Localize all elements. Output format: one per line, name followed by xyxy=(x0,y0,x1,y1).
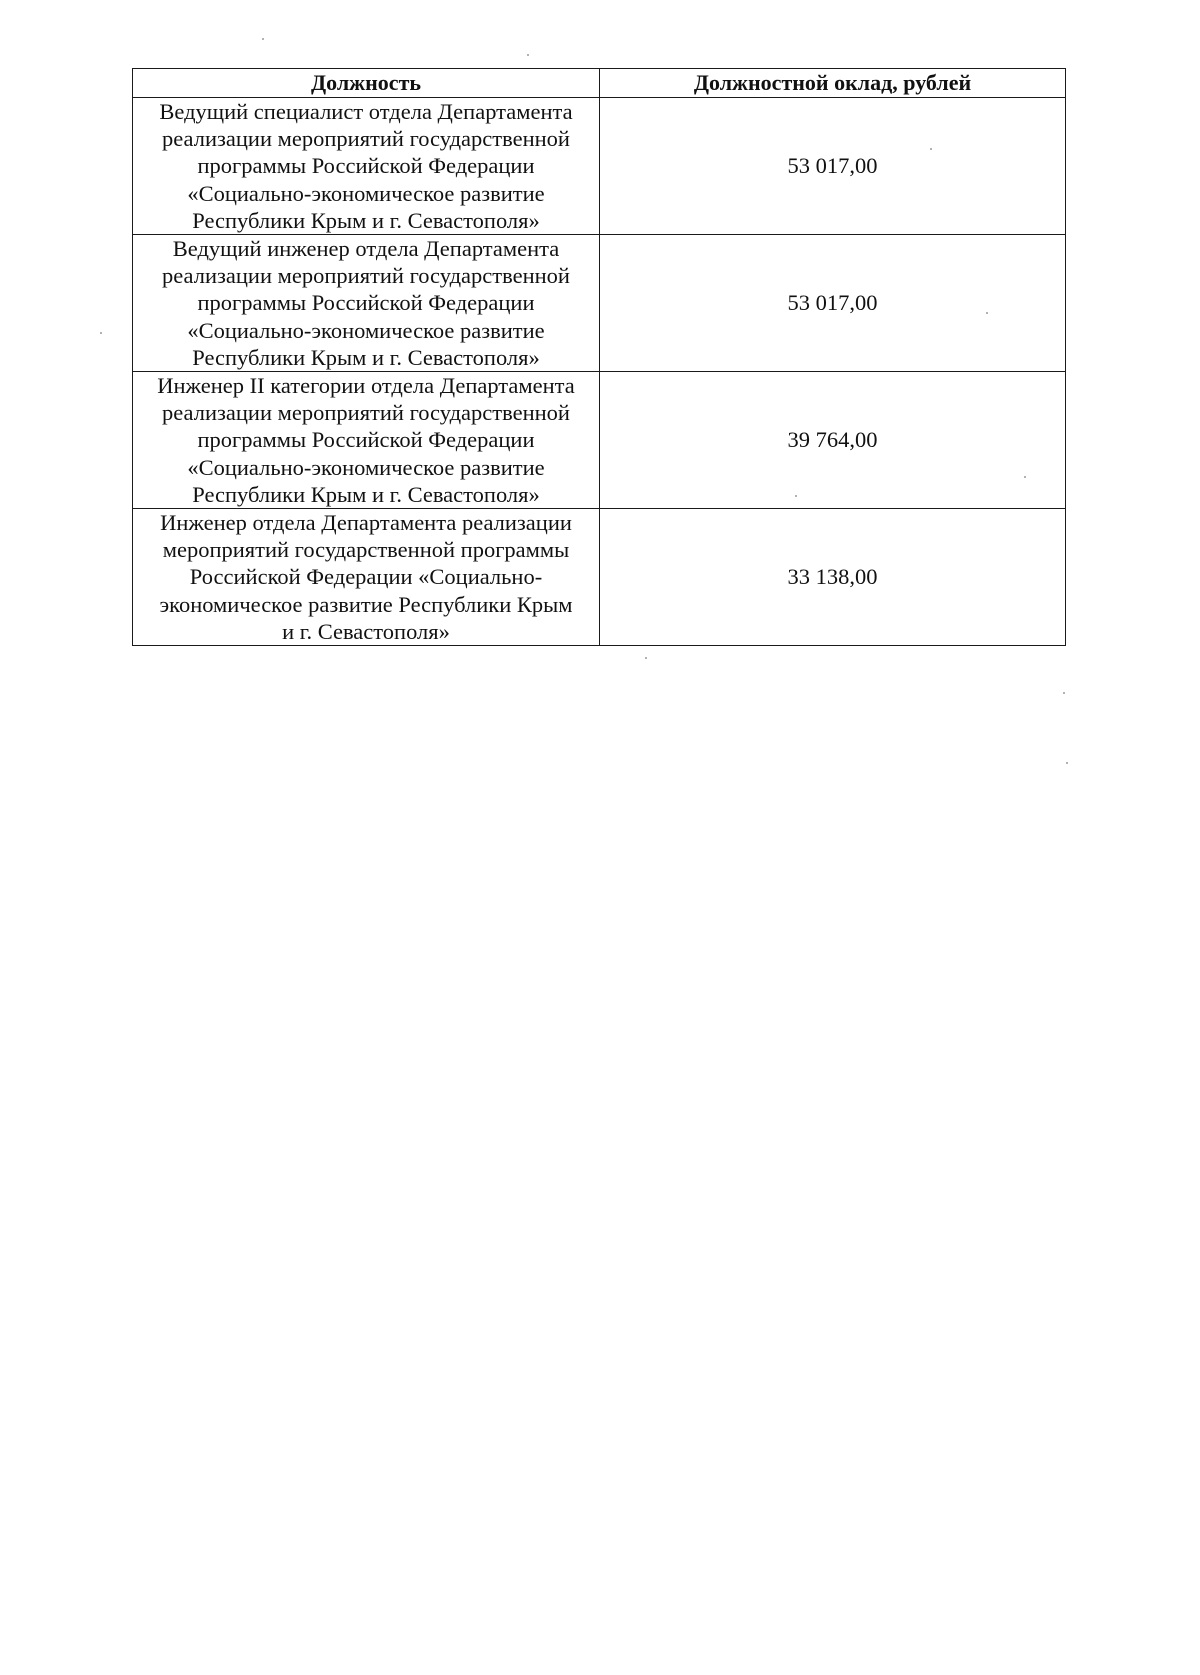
scan-speck xyxy=(986,312,988,314)
scan-speck xyxy=(100,332,102,334)
position-line: реализации мероприятий государственной xyxy=(162,126,570,152)
salary-cell: 53 017,00 xyxy=(600,98,1066,235)
position-line: реализации мероприятий государственной xyxy=(162,400,570,426)
table-row xyxy=(133,509,1066,646)
position-line: программы Российской Федерации xyxy=(197,427,535,453)
position-cell xyxy=(133,98,600,235)
salary-cell: 53 017,00 xyxy=(600,235,1066,372)
salary-cell: 33 138,00 xyxy=(600,509,1066,646)
position-line: Российской Федерации «Социально- xyxy=(189,564,543,590)
position-line: мероприятий государственной программы xyxy=(162,537,570,563)
table-row xyxy=(133,98,1066,235)
position-cell xyxy=(133,509,600,646)
position-line: «Социально-экономическое развитие xyxy=(187,454,545,480)
position-line: реализации мероприятий государственной xyxy=(162,263,570,289)
table-row xyxy=(133,372,1066,509)
position-line: Республики Крым и г. Севастополя» xyxy=(192,344,540,370)
scan-speck xyxy=(1063,692,1065,694)
header-salary: Должностной оклад, рублей xyxy=(600,69,1066,98)
position-line: программы Российской Федерации xyxy=(197,290,535,316)
scan-speck xyxy=(262,38,264,40)
table-row xyxy=(133,235,1066,372)
salary-table xyxy=(132,68,1066,646)
position-line: Инженер отдела Департамента реализации xyxy=(160,510,572,536)
position-line: Республики Крым и г. Севастополя» xyxy=(192,207,540,233)
position-cell xyxy=(133,372,600,509)
scan-speck xyxy=(795,495,797,497)
scan-speck xyxy=(527,54,529,56)
position-line: Инженер II категории отдела Департамента xyxy=(157,373,575,399)
position-line: программы Российской Федерации xyxy=(197,153,535,179)
salary-cell: 39 764,00 xyxy=(600,372,1066,509)
scan-speck xyxy=(645,657,647,659)
table-header-row xyxy=(133,69,1066,98)
position-line: «Социально-экономическое развитие xyxy=(187,317,545,343)
position-line: Республики Крым и г. Севастополя» xyxy=(192,481,540,507)
scan-speck xyxy=(1066,762,1068,764)
scan-speck xyxy=(1024,476,1026,478)
position-cell xyxy=(133,235,600,372)
position-line: Ведущий специалист отдела Департамента xyxy=(159,99,573,124)
position-line: и г. Севастополя» xyxy=(282,618,450,644)
header-position: Должность xyxy=(133,69,600,98)
position-line: экономическое развитие Республики Крым xyxy=(159,591,573,617)
scan-speck xyxy=(930,148,932,150)
position-line: Ведущий инженер отдела Департамента xyxy=(172,236,560,262)
position-line: «Социально-экономическое развитие xyxy=(187,180,545,206)
